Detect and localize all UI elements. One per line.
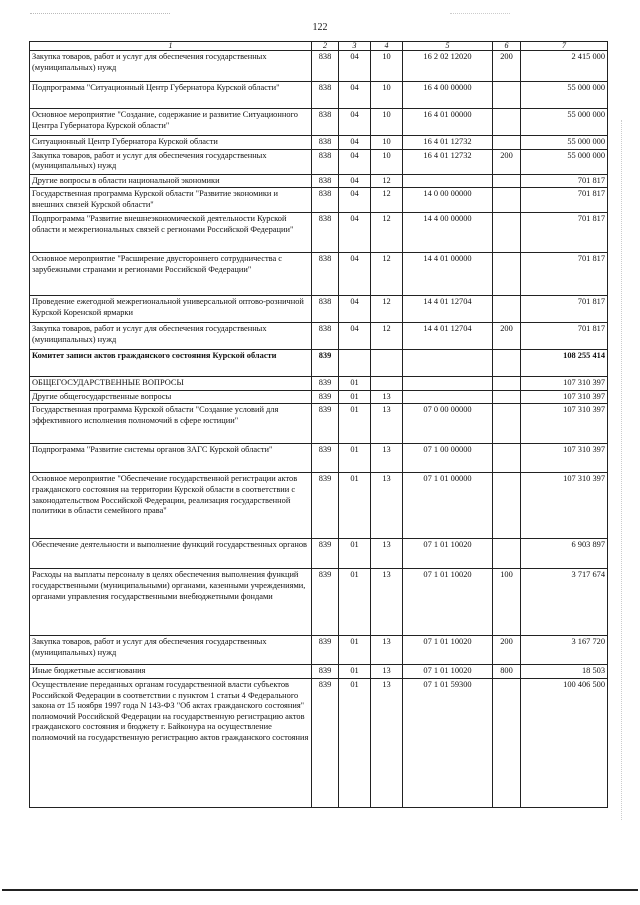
subsection-code-cell: 12 xyxy=(371,253,403,296)
table-row xyxy=(30,444,608,473)
amount-cell: 55 000 000 xyxy=(521,149,608,174)
target-article-cell: 14 4 01 12704 xyxy=(403,323,493,350)
subsection-code-cell: 10 xyxy=(371,149,403,174)
item-name-cell: Закупка товаров, работ и услуг для обеспечения государственных (муниципальных) нужд xyxy=(30,636,312,665)
target-article-cell: 07 1 01 10020 xyxy=(403,569,493,636)
ministry-code-cell: 838 xyxy=(312,253,339,296)
amount-cell: 108 255 414 xyxy=(521,350,608,377)
table-row xyxy=(30,213,608,253)
target-article-cell: 14 4 01 12704 xyxy=(403,296,493,323)
item-name-cell: Другие вопросы в области национальной экономики xyxy=(30,174,312,188)
target-article-cell xyxy=(403,174,493,188)
item-name-cell: Основное мероприятие "Обеспечение государственной регистрации актов гражданского состояния на территории Курской области в соответствии с законодательством Российской Федерации, реализация государственной политики в области семейного права" xyxy=(30,473,312,539)
section-code-cell: 01 xyxy=(339,678,371,807)
column-number: 2 xyxy=(312,42,339,51)
ministry-code-cell: 838 xyxy=(312,188,339,213)
section-code-cell: 04 xyxy=(339,82,371,109)
expense-type-cell xyxy=(493,404,521,444)
table-row xyxy=(30,323,608,350)
item-name-cell: Иные бюджетные ассигнования xyxy=(30,665,312,679)
table-row xyxy=(30,678,608,807)
subsection-code-cell: 12 xyxy=(371,174,403,188)
item-name-cell: Подпрограмма "Развитие системы органов ЗАГС Курской области" xyxy=(30,444,312,473)
expense-type-cell xyxy=(493,213,521,253)
subsection-code-cell: 12 xyxy=(371,213,403,253)
section-code-cell: 01 xyxy=(339,569,371,636)
amount-cell: 18 503 xyxy=(521,665,608,679)
subsection-code-cell: 13 xyxy=(371,569,403,636)
page-number: 122 xyxy=(312,22,328,33)
amount-cell: 701 817 xyxy=(521,296,608,323)
subsection-code-cell: 12 xyxy=(371,296,403,323)
expense-type-cell xyxy=(493,296,521,323)
target-article-cell: 16 4 00 00000 xyxy=(403,82,493,109)
expense-type-cell xyxy=(493,82,521,109)
item-name-cell: Государственная программа Курской области "Создание условий для эффективного исполнения полномочий в сфере юстиции" xyxy=(30,404,312,444)
section-code-cell: 01 xyxy=(339,473,371,539)
scan-noise xyxy=(450,13,510,15)
target-article-cell: 07 1 01 10020 xyxy=(403,539,493,569)
page-bottom-rule xyxy=(2,889,638,891)
table-row xyxy=(30,188,608,213)
ministry-code-cell: 838 xyxy=(312,296,339,323)
subsection-code-cell: 10 xyxy=(371,51,403,82)
amount-cell: 55 000 000 xyxy=(521,82,608,109)
item-name-cell: Государственная программа Курской области "Развитие экономики и внешних связей Курской области" xyxy=(30,188,312,213)
section-code-cell: 01 xyxy=(339,665,371,679)
expense-type-cell xyxy=(493,174,521,188)
target-article-cell: 07 1 01 10020 xyxy=(403,665,493,679)
column-number: 4 xyxy=(371,42,403,51)
subsection-code-cell: 13 xyxy=(371,636,403,665)
table-row xyxy=(30,174,608,188)
expense-type-cell: 800 xyxy=(493,665,521,679)
ministry-code-cell: 839 xyxy=(312,444,339,473)
amount-cell: 107 310 397 xyxy=(521,444,608,473)
amount-cell: 3 717 674 xyxy=(521,569,608,636)
amount-cell: 701 817 xyxy=(521,323,608,350)
expense-type-cell: 200 xyxy=(493,323,521,350)
column-number: 1 xyxy=(30,42,312,51)
amount-cell: 107 310 397 xyxy=(521,390,608,404)
subsection-code-cell xyxy=(371,350,403,377)
item-name-cell: ОБЩЕГОСУДАРСТВЕННЫЕ ВОПРОСЫ xyxy=(30,377,312,391)
item-name-cell: Ситуационный Центр Губернатора Курской области xyxy=(30,136,312,150)
ministry-code-cell: 839 xyxy=(312,636,339,665)
ministry-code-cell: 839 xyxy=(312,350,339,377)
amount-cell: 701 817 xyxy=(521,253,608,296)
expense-type-cell xyxy=(493,539,521,569)
section-code-cell xyxy=(339,350,371,377)
target-article-cell: 16 2 02 12020 xyxy=(403,51,493,82)
target-article-cell: 07 0 00 00000 xyxy=(403,404,493,444)
table-row xyxy=(30,377,608,391)
subsection-code-cell: 13 xyxy=(371,665,403,679)
subsection-code-cell: 13 xyxy=(371,473,403,539)
table-row xyxy=(30,665,608,679)
ministry-code-cell: 838 xyxy=(312,82,339,109)
table-row xyxy=(30,109,608,136)
section-code-cell: 04 xyxy=(339,323,371,350)
expense-type-cell: 200 xyxy=(493,51,521,82)
subsection-code-cell: 10 xyxy=(371,109,403,136)
column-number: 5 xyxy=(403,42,493,51)
expense-type-cell: 200 xyxy=(493,149,521,174)
table-row xyxy=(30,149,608,174)
table-row xyxy=(30,390,608,404)
table-row xyxy=(30,539,608,569)
item-name-cell: Подпрограмма "Ситуационный Центр Губернатора Курской области" xyxy=(30,82,312,109)
amount-cell: 55 000 000 xyxy=(521,136,608,150)
item-name-cell: Осуществление переданных органам государственной власти субъектов Российской Федерации в соответствии с пунктом 1 статьи 4 Федерального закона от 15 ноября 1997 года N 143-ФЗ "Об актах гражданского состояния" полномочий Российской Федерации на государственную регистрацию актов гражданского состояния и бюджету г. Байконура на осуществление полномочий на государственную регистрацию актов гражданского состояния xyxy=(30,678,312,807)
ministry-code-cell: 838 xyxy=(312,213,339,253)
section-code-cell: 01 xyxy=(339,390,371,404)
section-code-cell: 04 xyxy=(339,188,371,213)
budget-table xyxy=(29,41,608,808)
ministry-code-cell: 839 xyxy=(312,569,339,636)
amount-cell: 107 310 397 xyxy=(521,404,608,444)
table-row xyxy=(30,136,608,150)
amount-cell: 55 000 000 xyxy=(521,109,608,136)
section-code-cell: 04 xyxy=(339,136,371,150)
subsection-code-cell: 12 xyxy=(371,188,403,213)
section-code-cell: 04 xyxy=(339,213,371,253)
scan-edge xyxy=(621,120,623,820)
target-article-cell: 07 1 01 00000 xyxy=(403,473,493,539)
ministry-code-cell: 838 xyxy=(312,136,339,150)
ministry-code-cell: 839 xyxy=(312,390,339,404)
ministry-code-cell: 839 xyxy=(312,404,339,444)
target-article-cell: 14 4 01 00000 xyxy=(403,253,493,296)
target-article-cell: 14 0 00 00000 xyxy=(403,188,493,213)
section-code-cell: 01 xyxy=(339,377,371,391)
amount-cell: 107 310 397 xyxy=(521,473,608,539)
section-code-cell: 04 xyxy=(339,174,371,188)
expense-type-cell: 200 xyxy=(493,636,521,665)
item-name-cell: Закупка товаров, работ и услуг для обеспечения государственных (муниципальных) нужд xyxy=(30,323,312,350)
expense-type-cell xyxy=(493,390,521,404)
table-row xyxy=(30,51,608,82)
subsection-code-cell: 13 xyxy=(371,678,403,807)
subsection-code-cell: 10 xyxy=(371,82,403,109)
item-name-cell: Проведение ежегодной межрегиональной универсальной оптово-розничной Курской Коренской ярмарки xyxy=(30,296,312,323)
section-code-cell: 01 xyxy=(339,636,371,665)
amount-cell: 701 817 xyxy=(521,174,608,188)
subsection-code-cell: 13 xyxy=(371,444,403,473)
item-name-cell: Основное мероприятие "Создание, содержание и развитие Ситуационного Центра Губернатора Курской области" xyxy=(30,109,312,136)
ministry-code-cell: 839 xyxy=(312,665,339,679)
target-article-cell xyxy=(403,377,493,391)
expense-type-cell xyxy=(493,473,521,539)
item-name-cell: Расходы на выплаты персоналу в целях обеспечения выполнения функций государственными (муниципальными) органами, казенными учреждениями, органами управления государственными внебюджетными фондами xyxy=(30,569,312,636)
expense-type-cell xyxy=(493,678,521,807)
target-article-cell: 07 1 01 59300 xyxy=(403,678,493,807)
amount-cell: 100 406 500 xyxy=(521,678,608,807)
ministry-code-cell: 839 xyxy=(312,377,339,391)
item-name-cell: Подпрограмма "Развитие внешнеэкономической деятельности Курской области и межрегиональных связей с регионами Российской Федерации" xyxy=(30,213,312,253)
scan-noise xyxy=(30,13,170,15)
section-code-cell: 04 xyxy=(339,51,371,82)
item-name-cell: Закупка товаров, работ и услуг для обеспечения государственных (муниципальных) нужд xyxy=(30,51,312,82)
table-row xyxy=(30,296,608,323)
amount-cell: 107 310 397 xyxy=(521,377,608,391)
ministry-code-cell: 838 xyxy=(312,51,339,82)
item-name-cell: Закупка товаров, работ и услуг для обеспечения государственных (муниципальных) нужд xyxy=(30,149,312,174)
target-article-cell: 07 1 00 00000 xyxy=(403,444,493,473)
expense-type-cell xyxy=(493,188,521,213)
subsection-code-cell: 12 xyxy=(371,323,403,350)
ministry-code-cell: 839 xyxy=(312,678,339,807)
section-code-cell: 01 xyxy=(339,539,371,569)
ministry-code-cell: 838 xyxy=(312,109,339,136)
target-article-cell: 16 4 01 00000 xyxy=(403,109,493,136)
section-code-cell: 04 xyxy=(339,149,371,174)
item-name-cell: Комитет записи актов гражданского состояния Курской области xyxy=(30,350,312,377)
table-row xyxy=(30,253,608,296)
expense-type-cell xyxy=(493,253,521,296)
table-row xyxy=(30,473,608,539)
table-row xyxy=(30,350,608,377)
section-code-cell: 01 xyxy=(339,404,371,444)
expense-type-cell xyxy=(493,444,521,473)
amount-cell: 3 167 720 xyxy=(521,636,608,665)
target-article-cell: 16 4 01 12732 xyxy=(403,149,493,174)
amount-cell: 701 817 xyxy=(521,213,608,253)
column-number: 7 xyxy=(521,42,608,51)
expense-type-cell xyxy=(493,109,521,136)
expense-type-cell xyxy=(493,350,521,377)
ministry-code-cell: 838 xyxy=(312,149,339,174)
table-row xyxy=(30,569,608,636)
section-code-cell: 04 xyxy=(339,253,371,296)
section-code-cell: 01 xyxy=(339,444,371,473)
target-article-cell: 07 1 01 10020 xyxy=(403,636,493,665)
subsection-code-cell xyxy=(371,377,403,391)
amount-cell: 2 415 000 xyxy=(521,51,608,82)
target-article-cell: 16 4 01 12732 xyxy=(403,136,493,150)
item-name-cell: Обеспечение деятельности и выполнение функций государственных органов xyxy=(30,539,312,569)
section-code-cell: 04 xyxy=(339,109,371,136)
expense-type-cell xyxy=(493,377,521,391)
subsection-code-cell: 13 xyxy=(371,390,403,404)
item-name-cell: Другие общегосударственные вопросы xyxy=(30,390,312,404)
amount-cell: 6 903 897 xyxy=(521,539,608,569)
target-article-cell xyxy=(403,350,493,377)
section-code-cell: 04 xyxy=(339,296,371,323)
expense-type-cell xyxy=(493,136,521,150)
target-article-cell xyxy=(403,390,493,404)
table-row xyxy=(30,82,608,109)
subsection-code-cell: 13 xyxy=(371,404,403,444)
item-name-cell: Основное мероприятие "Расширение двустороннего сотрудничества с зарубежными странами и регионами Российской Федерации" xyxy=(30,253,312,296)
ministry-code-cell: 839 xyxy=(312,473,339,539)
subsection-code-cell: 13 xyxy=(371,539,403,569)
ministry-code-cell: 838 xyxy=(312,323,339,350)
table-row xyxy=(30,636,608,665)
target-article-cell: 14 4 00 00000 xyxy=(403,213,493,253)
column-number: 6 xyxy=(493,42,521,51)
ministry-code-cell: 838 xyxy=(312,174,339,188)
column-number: 3 xyxy=(339,42,371,51)
subsection-code-cell: 10 xyxy=(371,136,403,150)
column-number-row xyxy=(30,42,608,51)
expense-type-cell: 100 xyxy=(493,569,521,636)
ministry-code-cell: 839 xyxy=(312,539,339,569)
table-row xyxy=(30,404,608,444)
amount-cell: 701 817 xyxy=(521,188,608,213)
